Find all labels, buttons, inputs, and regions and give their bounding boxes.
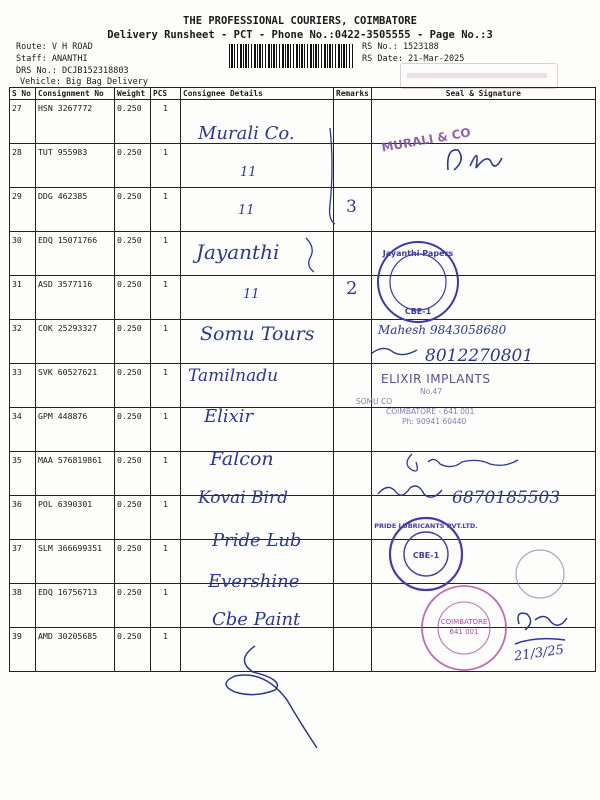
weight-cell: 0.250 [115, 496, 151, 540]
jayanthi-stamp [374, 238, 464, 328]
weight-cell: 0.250 [115, 232, 151, 276]
sno-cell: 38 [10, 584, 36, 628]
consignment-cell: EDQ 15071766 [36, 232, 115, 276]
document-subtitle: Delivery Runsheet - PCT - Phone No.:0422-3505555 - Page No.:3 [107, 29, 493, 41]
pcs-cell: 1 [151, 320, 181, 364]
handwritten-ditto: 11 [240, 165, 257, 180]
consignment-cell: GPM 448876 [36, 408, 115, 452]
rs-date: RS Date: 21-Mar-2025 [362, 54, 465, 64]
handwritten-phone: 8012270801 [425, 346, 534, 366]
remarks-cell [334, 540, 372, 584]
elixir-stamp-addr: COIMBATORE - 641 001 [386, 407, 475, 416]
pcs-cell: 1 [151, 452, 181, 496]
weight-cell: 0.250 [115, 452, 151, 496]
elixir-stamp-addr: No.47 [420, 387, 442, 396]
weight-cell: 0.250 [115, 144, 151, 188]
handwritten-phone: Mahesh 9843058680 [378, 323, 507, 337]
scribble-mark [195, 640, 325, 755]
weight-cell: 0.250 [115, 276, 151, 320]
sno-cell: 39 [10, 628, 36, 672]
pride-lubricants-stamp [374, 514, 478, 594]
weight-cell: 0.250 [115, 584, 151, 628]
weight-cell: 0.250 [115, 408, 151, 452]
consignment-cell: DDG 462385 [36, 188, 115, 232]
document-title: THE PROFESSIONAL COURIERS, COIMBATORE [183, 15, 417, 27]
jayanthi-stamp-text: Jayanthi Papers [382, 249, 454, 258]
sno-cell: 37 [10, 540, 36, 584]
weight-cell: 0.250 [115, 364, 151, 408]
consignment-cell: AMD 30205685 [36, 628, 115, 672]
pride-stamp-ring-text: PRIDE LUBRICANTS PVT.LTD. [374, 522, 478, 530]
rs-number: RS No.: 1523188 [362, 42, 439, 52]
pcs-cell: 1 [151, 540, 181, 584]
handwritten-consignee: Somu Tours [200, 323, 315, 345]
col-seal: Seal & Signature [371, 88, 595, 100]
weight-cell: 0.250 [115, 540, 151, 584]
pcs-cell: 1 [151, 364, 181, 408]
consignment-cell: ASD 3577116 [36, 276, 115, 320]
handwritten-consignee: Elixir [204, 406, 254, 427]
remarks-cell [334, 496, 372, 540]
bracket-strokes [300, 120, 370, 320]
pride-stamp-center: CBE-1 [412, 551, 440, 560]
handwritten-consignee: Pride Lub [212, 530, 302, 551]
pcs-cell: 1 [151, 584, 181, 628]
handwritten-consignee: Murali Co. [198, 123, 295, 144]
weight-cell: 0.250 [115, 628, 151, 672]
sno-cell: 36 [10, 496, 36, 540]
sno-cell: 35 [10, 452, 36, 496]
handwritten-consignee: Evershine [208, 571, 300, 592]
sno-cell: 28 [10, 144, 36, 188]
table-header-row [10, 88, 596, 100]
pcs-cell: 1 [151, 232, 181, 276]
col-remarks: Remarks [334, 88, 372, 100]
sno-cell: 33 [10, 364, 36, 408]
pcs-cell: 1 [151, 188, 181, 232]
sno-cell: 31 [10, 276, 36, 320]
table-row [10, 408, 596, 452]
coimbatore-stamp-text: COIMBATORE [440, 618, 488, 626]
consignment-cell: POL 6390301 [36, 496, 115, 540]
remark-mark: 3 [346, 197, 357, 217]
seal-cell [371, 188, 595, 232]
remark-mark: 2 [346, 278, 358, 299]
pcs-cell: 1 [151, 628, 181, 672]
vehicle-label: Vehicle: Big Bag Delivery [20, 77, 148, 87]
elixir-stamp-phone: Ph: 90941 60440 [402, 417, 467, 426]
jayanthi-stamp-city: CBE-1 [404, 307, 432, 316]
handwritten-ditto: 11 [238, 203, 255, 218]
signature [365, 340, 425, 364]
barcode [229, 44, 353, 68]
table-row [10, 540, 596, 584]
handwritten-consignee: Kovai Bird [198, 488, 288, 508]
remarks-cell [334, 628, 372, 672]
table-row [10, 364, 596, 408]
col-pcs: PCS [151, 88, 181, 100]
col-consignment: Consignment No [36, 88, 115, 100]
handwritten-consignee: Falcon [210, 448, 274, 470]
consignment-cell: COK 25293327 [36, 320, 115, 364]
pcs-cell: 1 [151, 496, 181, 540]
weight-cell: 0.250 [115, 188, 151, 232]
remarks-cell [334, 452, 372, 496]
pcs-cell: 1 [151, 100, 181, 144]
remarks-cell [334, 408, 372, 452]
signature [400, 448, 530, 478]
consignment-cell: SLM 366699351 [36, 540, 115, 584]
handwritten-consignee: Tamilnadu [188, 366, 279, 386]
route-label: Route: V H ROAD [16, 42, 93, 52]
signature [372, 478, 452, 508]
handwritten-phone: 6870185503 [452, 488, 561, 508]
murali-stamp: MURALI & CO [380, 125, 472, 155]
coimbatore-stamp [416, 584, 516, 676]
sno-cell: 27 [10, 100, 36, 144]
consignment-cell: EDQ 16756713 [36, 584, 115, 628]
elixir-stamp-addr: SOMU CO [356, 397, 393, 406]
col-weight: Weight [115, 88, 151, 100]
elixir-stamp-name: ELIXIR IMPLANTS [381, 372, 491, 386]
col-consignee: Consignee Details [181, 88, 334, 100]
consignment-cell: HSN 3267772 [36, 100, 115, 144]
coimbatore-stamp-pin: 641 001 [449, 628, 479, 636]
col-sno: S No [10, 88, 36, 100]
sno-cell: 29 [10, 188, 36, 232]
consignment-cell: SVK 60527621 [36, 364, 115, 408]
handwritten-consignee: Cbe Paint [212, 609, 301, 630]
pcs-cell: 1 [151, 408, 181, 452]
pcs-cell: 1 [151, 144, 181, 188]
faint-stamp [400, 63, 558, 89]
remarks-cell [334, 584, 372, 628]
signature [440, 140, 520, 180]
pcs-cell: 1 [151, 276, 181, 320]
sno-cell: 30 [10, 232, 36, 276]
weight-cell: 0.250 [115, 100, 151, 144]
consignment-cell: MAA 576819861 [36, 452, 115, 496]
handwritten-consignee: Jayanthi [196, 240, 280, 264]
signature-date: 21/3/25 [513, 642, 565, 665]
faint-round-stamp [510, 546, 570, 602]
weight-cell: 0.250 [115, 320, 151, 364]
drs-number: DRS No.: DCJB152318803 [16, 66, 129, 76]
consignment-cell: TUT 955983 [36, 144, 115, 188]
handwritten-ditto: 11 [243, 287, 260, 302]
staff-label: Staff: ANANTHI [16, 54, 88, 64]
sno-cell: 32 [10, 320, 36, 364]
sno-cell: 34 [10, 408, 36, 452]
